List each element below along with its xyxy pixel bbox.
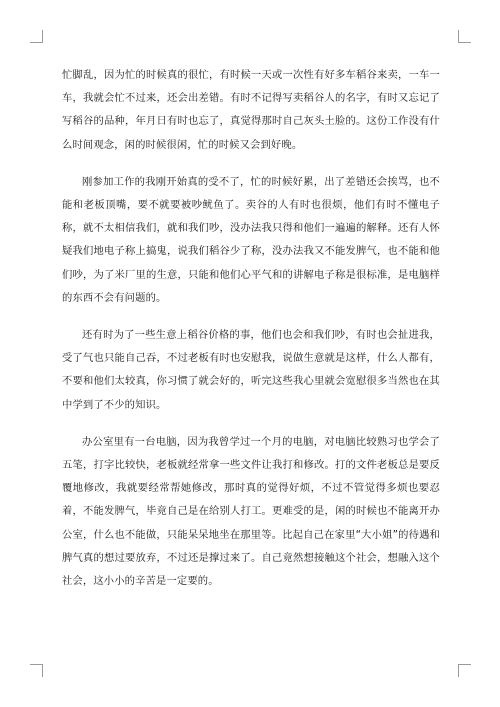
crop-mark-top-right <box>458 30 471 43</box>
paragraph-4: 办公室里有一台电脑，因为我曾学过一个月的电脑，对电脑比较熟习也学会了五笔，打字比较快，老板就经常拿一些文件让我打和修改。打的文件老板总是要反覆地修改，我就要经常帮她修改，那时真的觉得好烦，不过不管觉得多烦也要忍着，不能发脾气，毕竟自己是在给别人打工。更难受的是，闲的时候也不能离开办公室，什么也不能做，只能呆呆地坐在那里等。比起自己在家里“大小姐”的待遇和脾气真的想过要放弃，不过还是撑过来了。自己竟然想接触这个社会，想融入这个社会，这小小的辛苦是一定要的。 <box>62 435 440 588</box>
paragraph-3: 还有时为了一些生意上稻谷价格的事，他们也会和我们吵，有时也会扯进我，受了气也只能自己吞，不过老板有时也安慰我，说做生意就是这样，什么人都有，不要和他们太较真，你习惯了就会好的，听完这些我心里就会宽慰很多当然也在其中学到了不少的知识。 <box>62 329 440 411</box>
crop-mark-bottom-right <box>458 664 471 677</box>
paragraph-1: 忙脚乱，因为忙的时候真的很忙，有时候一天或一次性有好多车稻谷来卖，一车一车，我就会忙不过来，还会出差错。有时不记得写卖稻谷人的名字，有时又忘记了写稻谷的品种，年月日有时也忘了，真觉得那时自己灰头土脸的。这份工作没有什么时间观念，闲的时候很闲，忙的时候又会到好晚。 <box>62 69 440 151</box>
paragraph-2: 刚参加工作的我刚开始真的受不了，忙的时候好累，出了差错还会挨骂，也不能和老板顶嘴，要不就要被吵鱿鱼了。卖谷的人有时也很烦，他们有时不懂电子称，就不太相信我们，就和我们吵，没办法我只得和他们一遍遍的解释。还有人怀疑我们地电子称上搞鬼，说我们稻谷少了称，没办法我又不能发脾气，也不能和他们吵，为了米厂里的生意，只能和他们心平气和的讲解电子称是很标准，是电脑样的东西不会有问题的。 <box>62 175 440 304</box>
crop-mark-top-left <box>30 30 43 43</box>
crop-mark-bottom-left <box>30 664 43 677</box>
document-body <box>62 64 440 607</box>
